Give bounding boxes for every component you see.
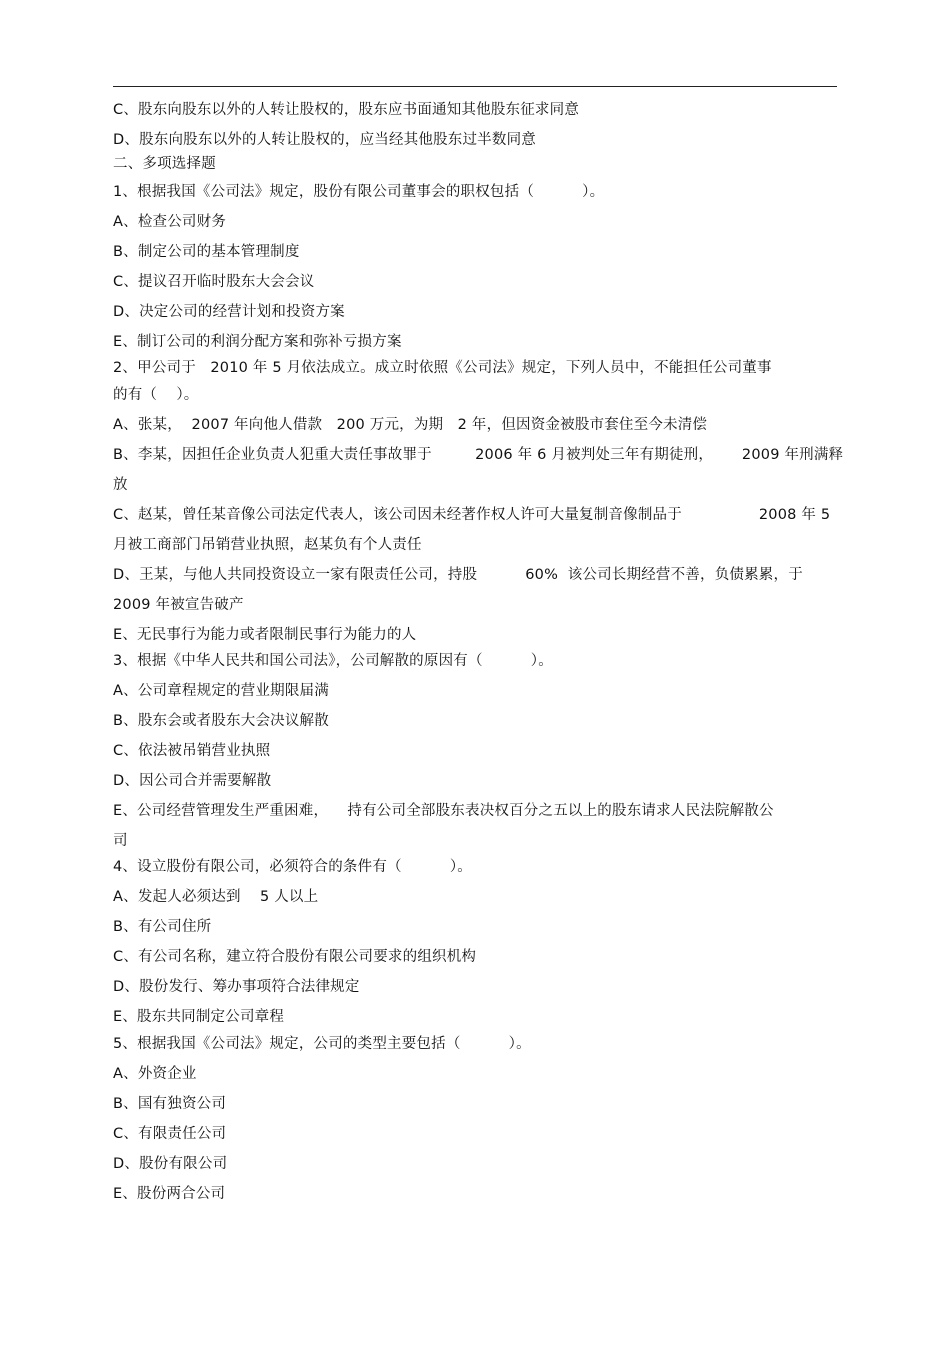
question-line: 的有（ ）。 <box>113 387 199 403</box>
question-line: 2、甲公司于 2010 年 5 月依法成立。成立时依照《公司法》规定，下列人员中，不能担任公司董事 <box>113 360 772 376</box>
option-line: 2009 年被宣告破产 <box>113 597 244 613</box>
option-line: D、股东向股东以外的人转让股权的，应当经其他股东过半数同意 <box>113 132 536 148</box>
option-line: D、决定公司的经营计划和投资方案 <box>113 304 345 320</box>
option-line: E、无民事行为能力或者限制民事行为能力的人 <box>113 627 417 643</box>
option-line: E、股东共同制定公司章程 <box>113 1009 285 1025</box>
question-line: 5、根据我国《公司法》规定，公司的类型主要包括（ ）。 <box>113 1036 531 1052</box>
option-line: D、股份发行、筹办事项符合法律规定 <box>113 979 360 995</box>
option-line: C、股东向股东以外的人转让股权的，股东应书面通知其他股东征求同意 <box>113 102 580 118</box>
option-line: A、张某， 2007 年向他人借款 200 万元，为期 2 年，但因资金被股市套住至今未清偿 <box>113 417 708 433</box>
option-line: A、发起人必须达到 5 人以上 <box>113 889 319 905</box>
option-line: B、股东会或者股东大会决议解散 <box>113 713 329 729</box>
option-line: C、赵某，曾任某音像公司法定代表人，该公司因未经著作权人许可大量复制音像制品于 2008 年 5 <box>113 507 831 523</box>
option-line: B、有公司住所 <box>113 919 212 935</box>
option-line: A、公司章程规定的营业期限届满 <box>113 683 329 699</box>
header-rule <box>113 86 837 87</box>
option-line: A、检查公司财务 <box>113 214 227 230</box>
option-line: 月被工商部门吊销营业执照，赵某负有个人责任 <box>113 537 422 553</box>
option-line: B、国有独资公司 <box>113 1096 227 1112</box>
option-line: E、制订公司的利润分配方案和弥补亏损方案 <box>113 334 402 350</box>
option-line: D、股份有限公司 <box>113 1156 228 1172</box>
option-line: 司 <box>113 833 128 849</box>
option-line: C、有公司名称，建立符合股份有限公司要求的组织机构 <box>113 949 477 965</box>
option-line: E、公司经营管理发生严重困难， 持有公司全部股东表决权百分之五以上的股东请求人民法院解散公 <box>113 803 774 819</box>
option-line: 放 <box>113 477 128 493</box>
question-line: 1、根据我国《公司法》规定，股份有限公司董事会的职权包括（ ）。 <box>113 184 605 200</box>
question-line: 3、根据《中华人民共和国公司法》，公司解散的原因有（ ）。 <box>113 653 553 669</box>
option-line: B、制定公司的基本管理制度 <box>113 244 300 260</box>
option-line: E、股份两合公司 <box>113 1186 226 1202</box>
option-line: C、提议召开临时股东大会会议 <box>113 274 315 290</box>
option-line: C、依法被吊销营业执照 <box>113 743 271 759</box>
option-line: D、因公司合并需要解散 <box>113 773 272 789</box>
option-line: A、外资企业 <box>113 1066 197 1082</box>
option-line: D、王某，与他人共同投资设立一家有限责任公司，持股 60% 该公司长期经营不善，负债累累，于 <box>113 567 803 583</box>
option-line: C、有限责任公司 <box>113 1126 227 1142</box>
section-heading: 二、多项选择题 <box>113 156 216 172</box>
question-line: 4、设立股份有限公司，必须符合的条件有（ ）。 <box>113 859 472 875</box>
option-line: B、李某，因担任企业负责人犯重大责任事故罪于 2006 年 6 月被判处三年有期徒刑， 2009 年刑满释 <box>113 447 844 463</box>
